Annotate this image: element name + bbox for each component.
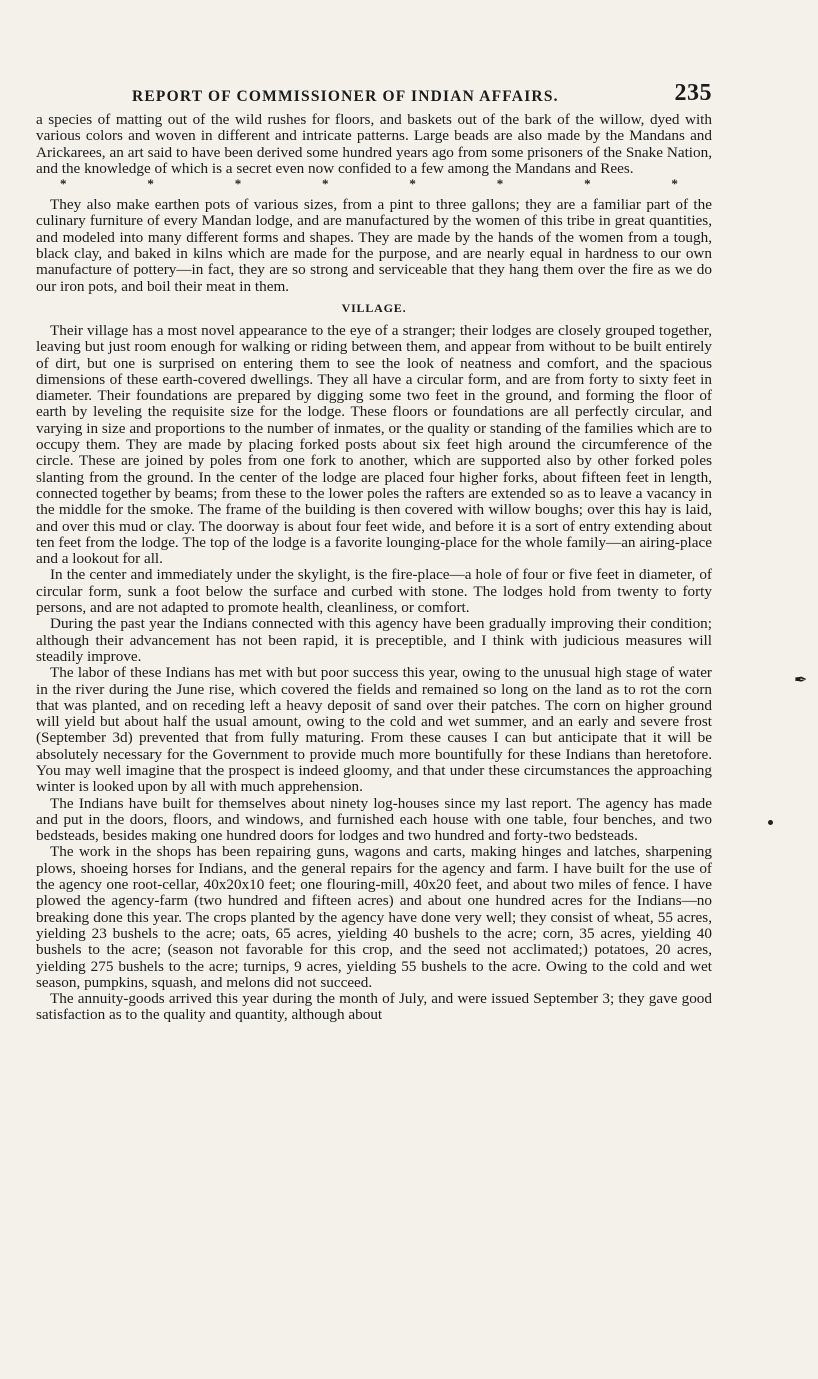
header-title: REPORT OF COMMISSIONER OF INDIAN AFFAIRS. xyxy=(132,88,559,105)
paragraph: The work in the shops has been repairing guns, wagons and carts, making hinges and latches, sharpening plows, shoeing horses for Indians, and the general repairs for the agency and farm. I have built for the use of the agency one root-cellar, 40x20x10 feet; one flouring-mill, 40x20 feet, and about two miles of fence. I have plowed the agency-farm (two hundred and fifteen acres) and about one hundred acres for the Indians—no breaking done this year. The crops planted by the agency have done very well; they consist of wheat, 55 acres, yielding 23 bushels to the acre; oats, 65 acres, yielding 40 bushels to the acre; corn, 35 acres, yielding 40 bushels to the acre; (season not favorable for this crop, and the seed not acclimated;) potatoes, 20 acres, yielding 275 bushels to the acre; turnips, 9 acres, yielding 55 bushels to the acre. Owing to the cold and wet season, pumpkins, squash, and melons did not succeed. xyxy=(36,843,712,991)
running-header xyxy=(36,78,712,112)
ellipsis-star: * xyxy=(60,176,67,192)
paragraph: In the center and immediately under the skylight, is the fire-place—a hole of four or five feet in diameter, of circular form, sunk a foot below the surface and curbed with stone. The lodges hold from twenty to forty persons, and are not adapted to promote health, cleanliness, or comfort. xyxy=(36,566,712,617)
paragraph: The Indians have built for themselves about ninety log-houses since my last report. The agency has made and put in the doors, floors, and windows, and furnished each house with one table, four benches, and two bedsteads, besides making one hundred doors for lodges and two hundred and forty-two bedsteads. xyxy=(36,794,712,845)
paragraph: The annuity-goods arrived this year during the month of July, and were issued September 3; they gave good satisfaction as to the quality and quantity, although about xyxy=(36,990,712,1024)
paragraph: Their village has a most novel appearance to the eye of a stranger; their lodges are closely grouped together, leaving but just room enough for walking or riding between them, and appear from without to be built entirely of dirt, but one is surprised on entering them to see the look of neatness and comfort, and the spacious dimensions of these earth-covered dwellings. They all have a circular form, and are from forty to sixty feet in diameter. Their foundations are prepared by digging some two feet in the ground, and forming the floor of earth by leveling the requisite size for the lodge. These floors or foundations are all perfectly circular, and varying in size and proportions to the number of inmates, or the quality or standing of the families which are to occupy them. They are made by placing forked posts about six feet high around the circumference of the circle. These are joined by poles from one fork to another, which are supported also by other forked poles slanting from the ground. In the center of the lodge are placed four higher forks, about fifteen feet in length, connected together by beams; from these to the lower poles the rafters are extended so as to leave a vacancy in the middle for the smoke. The frame of the building is then covered with willow boughs; over this hay is laid, and over this mud or clay. The doorway is about four feet wide, and before it is a sort of entry extending about ten feet from the lodge. The top of the lodge is a favorite lounging-place for the whole family—an airing-place and a lookout for all. xyxy=(36,321,712,568)
paragraph: During the past year the Indians connected with this agency have been gradually improving their condition; although their advancement has not been rapid, it is preceptible, and I think with judicious measures will steadily improve. xyxy=(36,615,712,665)
ellipsis-star: * xyxy=(584,176,591,192)
ellipsis-star: * xyxy=(322,176,329,192)
margin-dot xyxy=(768,820,773,825)
ellipsis-star: * xyxy=(409,176,416,192)
ellipsis-row xyxy=(36,177,712,197)
paragraph: The labor of these Indians has met with but poor success this year, owing to the unusual high stage of water in the river during the June rise, which covered the fields and remained so long on the land as to rot the corn that was planted, and on receding left a heavy deposit of sand over their patches. The corn on higher ground will yield but about half the usual amount, owing to the cold and wet summer, and an early and severe frost (September 3d) prevented that from fully maturing. From these causes I can but anticipate that it will be absolutely necessary for the Government to provide much more bountifully for these Indians than heretofore. You may well imagine that the prospect is indeed gloomy, and that under these circumstances the approaching winter is looked upon by all with much apprehension. xyxy=(36,664,712,796)
margin-mark: ✒ xyxy=(794,672,808,689)
document-page xyxy=(36,78,712,1024)
ellipsis-star: * xyxy=(234,176,242,192)
ellipsis-star: * xyxy=(147,176,154,192)
section-heading: VILLAGE. xyxy=(341,300,407,315)
paragraph: They also make earthen pots of various sizes, from a pint to three gallons; they are a familiar part of the culinary furniture of every Mandan lodge, and are manufactured by the women of this tribe in great quantities, and modeled into many different forms and shapes. They are made by the hands of the women from a tough, black clay, and baked in kilns which are made for the purpose, and are nearly equal in hardness to our own manufacture of pottery—in fact, they are so strong and serviceable that they hang them over the fire as we do our iron pots, and boil their meat in them. xyxy=(36,196,712,295)
paragraph: a species of matting out of the wild rushes for floors, and baskets out of the bark of the willow, dyed with various colors and woven in different and intricate patterns. Large beads are also made by the Mandans and Arickarees, an art said to have been derived some hundred years ago from some prisoners of the Snake Nation, and the knowledge of which is a secret even now confided to a few among the Mandans and Rees. xyxy=(36,111,712,177)
ellipsis-star: * xyxy=(496,176,504,192)
page-number: 235 xyxy=(674,80,712,106)
ellipsis-star: * xyxy=(671,176,678,192)
